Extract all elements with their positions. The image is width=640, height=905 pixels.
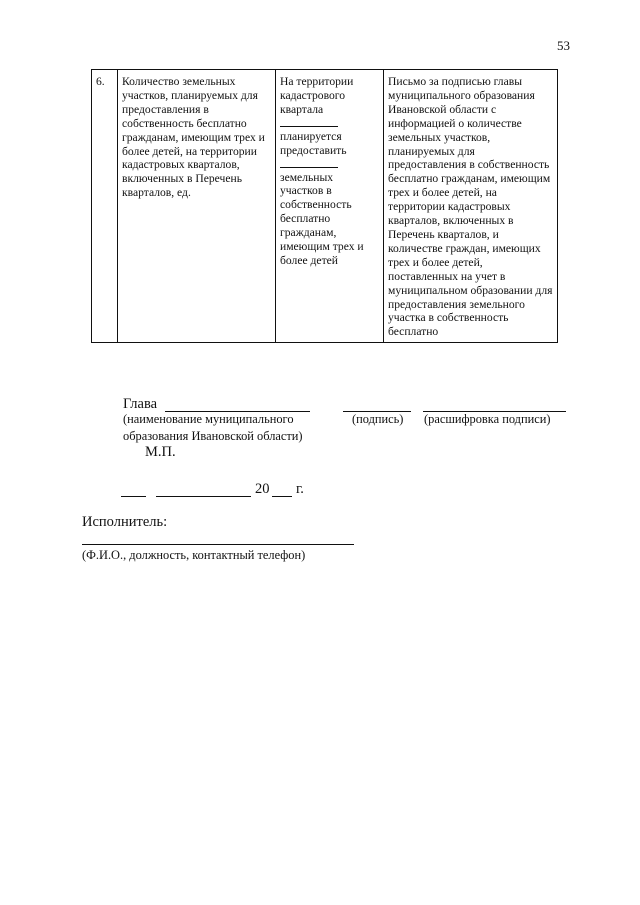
page-number: 53 [557,38,570,53]
date-month-line [156,496,251,497]
value-text-territory: На территории кадастрового квартала [280,75,354,116]
date-year-line [272,496,292,497]
executor-label: Исполнитель: [82,514,168,530]
report-table [91,69,558,343]
blank-plot-count [280,158,338,168]
caption-decode: (расшифровка подписи) [424,412,551,426]
date-year-prefix: 20 [255,481,270,497]
date-day-line [121,496,146,497]
data-source: Письмо за подписью главы муниципального образования Ивановской области с информацией о количестве земельных участков, планируемых для предоставления в собственность бесплатно гражданам, имеющим трех и более детей, на территории кадастровых кварталов, включенных в Перечень кварталов, и количестве граждан, имеющих трех и более детей, поставленных на учет в муниципальном образовании для предоставления земельного участка в собственность бесплатно [384,70,558,343]
indicator-value [276,70,384,343]
value-text-plots: земельных участков в собственность бесплатно гражданам, имеющим трех и более детей [280,170,364,267]
caption-municipality-1: (наименование муниципального [123,412,294,426]
date-year-suffix: г. [296,481,304,497]
caption-signature: (подпись) [352,412,404,426]
row-number: 6. [92,70,118,343]
signature-title: Глава [123,396,158,412]
caption-municipality-2: образования Ивановской области) [123,429,303,443]
table-row [92,70,558,343]
stamp-mark: М.П. [145,444,176,460]
indicator-name: Количество земельных участков, планируемых для предоставления в собственность бесплатно гражданам, имеющим трех и более детей, на территории кадастровых кварталов, включенных в Перечень кварталов, ед. [118,70,276,343]
executor-line [82,544,354,545]
blank-quarter-number [280,117,338,127]
value-text-planned: планируется предоставить [280,129,347,157]
executor-caption: (Ф.И.О., должность, контактный телефон) [82,548,306,562]
